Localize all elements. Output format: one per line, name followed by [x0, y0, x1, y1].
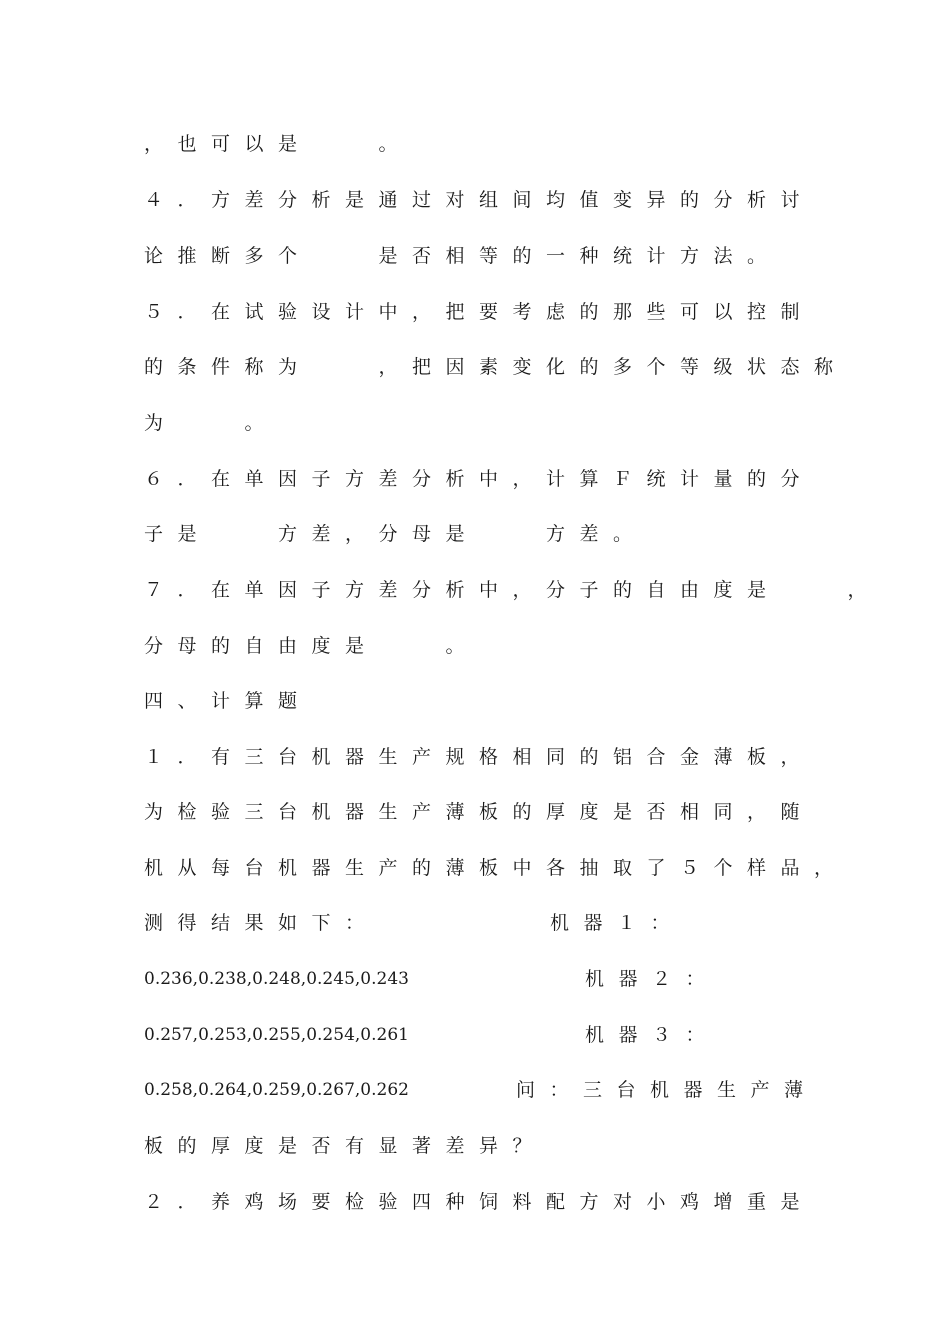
text-line-13: 为检验三台机器生产薄板的厚度是否相同，随 [144, 801, 815, 823]
text-line-7: ６．在单因子方差分析中，计算Ｆ统计量的分 [144, 468, 815, 490]
machine-1-label: 机器１： [550, 912, 685, 934]
machine-1-data: 0.236,0.238,0.248,0.245,0.243 [144, 969, 409, 989]
machine-3-data: 0.258,0.264,0.259,0.267,0.262 [144, 1080, 409, 1100]
text-line-2: ４．方差分析是通过对组间均值变异的分析讨 [144, 189, 815, 211]
machine-2-label: 机器２： [585, 968, 720, 990]
text-line-19: 板的厚度是否有显著差异？ [144, 1135, 547, 1157]
text-line-15: 测得结果如下： [144, 912, 379, 934]
text-line-4: ５．在试验设计中，把要考虑的那些可以控制 [144, 301, 815, 323]
text-line-12: １．有三台机器生产规格相同的铝合金薄板， [144, 746, 815, 768]
question-text: 问：三台机器生产薄 [516, 1079, 818, 1101]
text-line-20: ２．养鸡场要检验四种饲料配方对小鸡增重是 [144, 1191, 815, 1213]
text-line-9: ７．在单因子方差分析中，分子的自由度是 ， [144, 579, 882, 601]
section-heading: 四、计算题 [144, 690, 312, 712]
machine-2-data: 0.257,0.253,0.255,0.254,0.261 [144, 1025, 409, 1045]
text-line-3: 论推断多个 是否相等的一种统计方法。 [144, 245, 781, 267]
text-line-5: 的条件称为 ，把因素变化的多个等级状态称 [144, 356, 848, 378]
text-line-8: 子是 方差，分母是 方差。 [144, 523, 647, 545]
text-line-1: ，也可以是 。 [144, 133, 413, 155]
text-line-14: 机从每台机器生产的薄板中各抽取了５个样品， [144, 857, 848, 879]
machine-3-label: 机器３： [585, 1024, 720, 1046]
text-line-6: 为 。 [144, 412, 279, 434]
text-line-10: 分母的自由度是 。 [144, 635, 480, 657]
